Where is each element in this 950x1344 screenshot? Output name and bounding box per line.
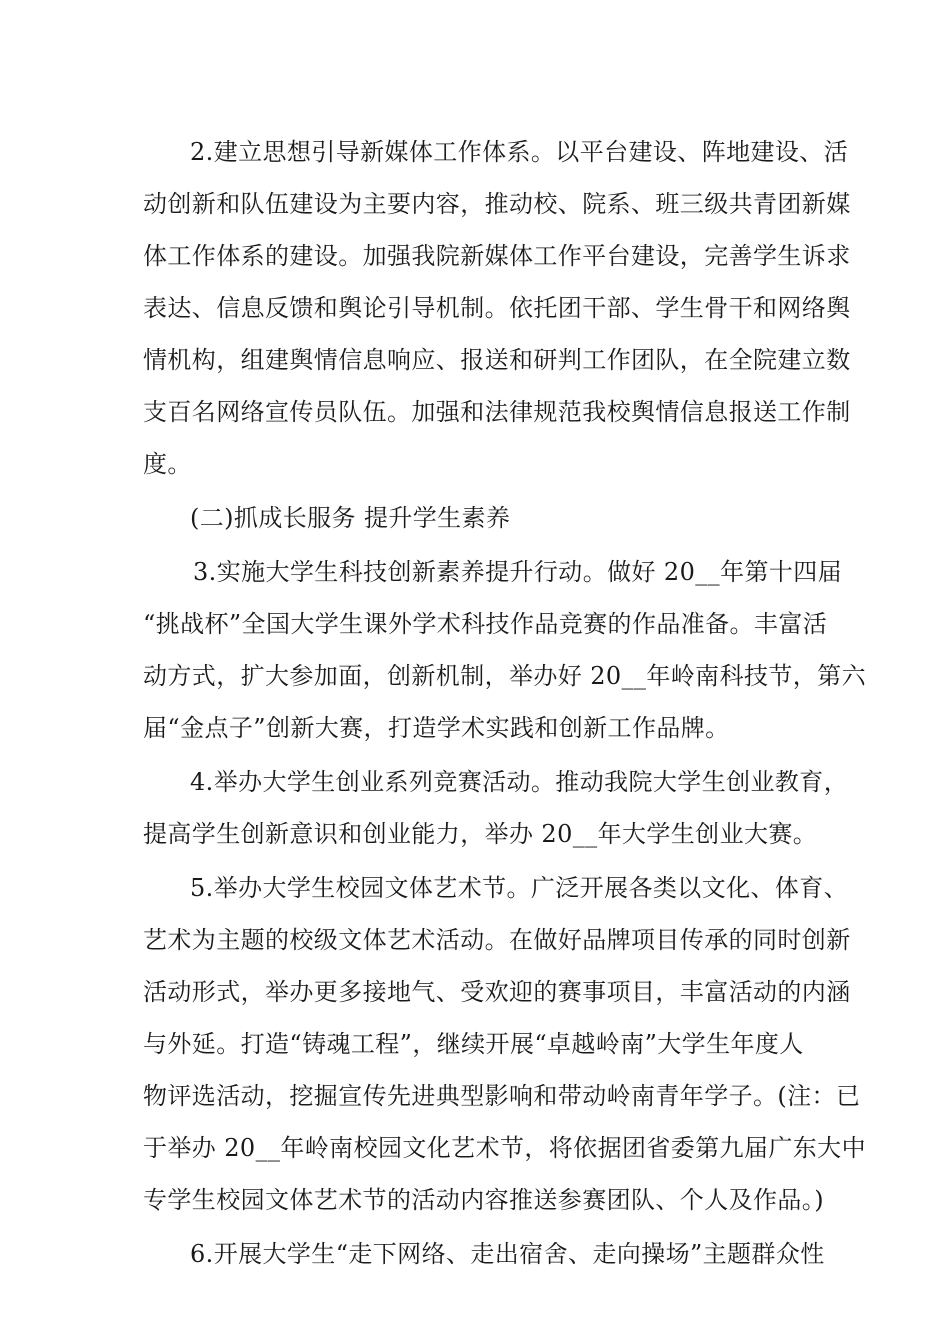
paragraph-line: 于举办 20__年岭南校园文化艺术节，将依据团省委第九届广东大中 bbox=[143, 1134, 866, 1162]
paragraph-line: 提高学生创新意识和创业能力，举办 20__年大学生创业大赛。 bbox=[143, 820, 818, 848]
paragraph-line: 5.举办大学生校园文体艺术节。广泛开展各类以文化、体育、 bbox=[190, 874, 849, 902]
paragraph-line: 与外延。打造“铸魂工程”，继续开展“卓越岭南”大学生年度人 bbox=[143, 1030, 804, 1058]
paragraph-line: 动方式，扩大参加面，创新机制，举办好 20__年岭南科技节，第六 bbox=[143, 662, 866, 690]
paragraph-line: 2.建立思想引导新媒体工作体系。以平台建设、阵地建设、活 bbox=[190, 138, 849, 166]
paragraph-line: 支百名网络宣传员队伍。加强和法律规范我校舆情信息报送工作制 bbox=[143, 398, 851, 426]
paragraph-line: 物评选活动，挖掘宣传先进典型影响和带动岭南青年学子。(注：已 bbox=[143, 1082, 861, 1110]
section-heading: (二)抓成长服务 提升学生素养 bbox=[190, 504, 511, 532]
paragraph-line: 6.开展大学生“走下网络、走出宿舍、走向操场”主题群众性 bbox=[190, 1240, 825, 1268]
paragraph-line: 艺术为主题的校级文体艺术活动。在做好品牌项目传承的同时创新 bbox=[143, 926, 851, 954]
paragraph-line: 专学生校园文体艺术节的活动内容推送参赛团队、个人及作品。) bbox=[143, 1186, 824, 1214]
paragraph-line: 体工作体系的建设。加强我院新媒体工作平台建设，完善学生诉求 bbox=[143, 242, 851, 270]
paragraph-line: 届“金点子”创新大赛，打造学术实践和创新工作品牌。 bbox=[143, 714, 730, 742]
paragraph-line: 表达、信息反馈和舆论引导机制。依托团干部、学生骨干和网络舆 bbox=[143, 294, 851, 322]
paragraph-line: 3.实施大学生科技创新素养提升行动。做好 20__年第十四届 bbox=[193, 558, 843, 586]
paragraph-line: 4.举办大学生创业系列竞赛活动。推动我院大学生创业教育， bbox=[190, 768, 849, 796]
paragraph-line: 度。 bbox=[143, 450, 192, 478]
paragraph-line: 活动形式，举办更多接地气、受欢迎的赛事项目，丰富活动的内涵 bbox=[143, 978, 851, 1006]
paragraph-line: 情机构，组建舆情信息响应、报送和研判工作团队，在全院建立数 bbox=[143, 346, 851, 374]
paragraph-line: 动创新和队伍建设为主要内容，推动校、院系、班三级共青团新媒 bbox=[143, 190, 851, 218]
paragraph-line: “挑战杯”全国大学生课外学术科技作品竞赛的作品准备。丰富活 bbox=[143, 610, 828, 638]
